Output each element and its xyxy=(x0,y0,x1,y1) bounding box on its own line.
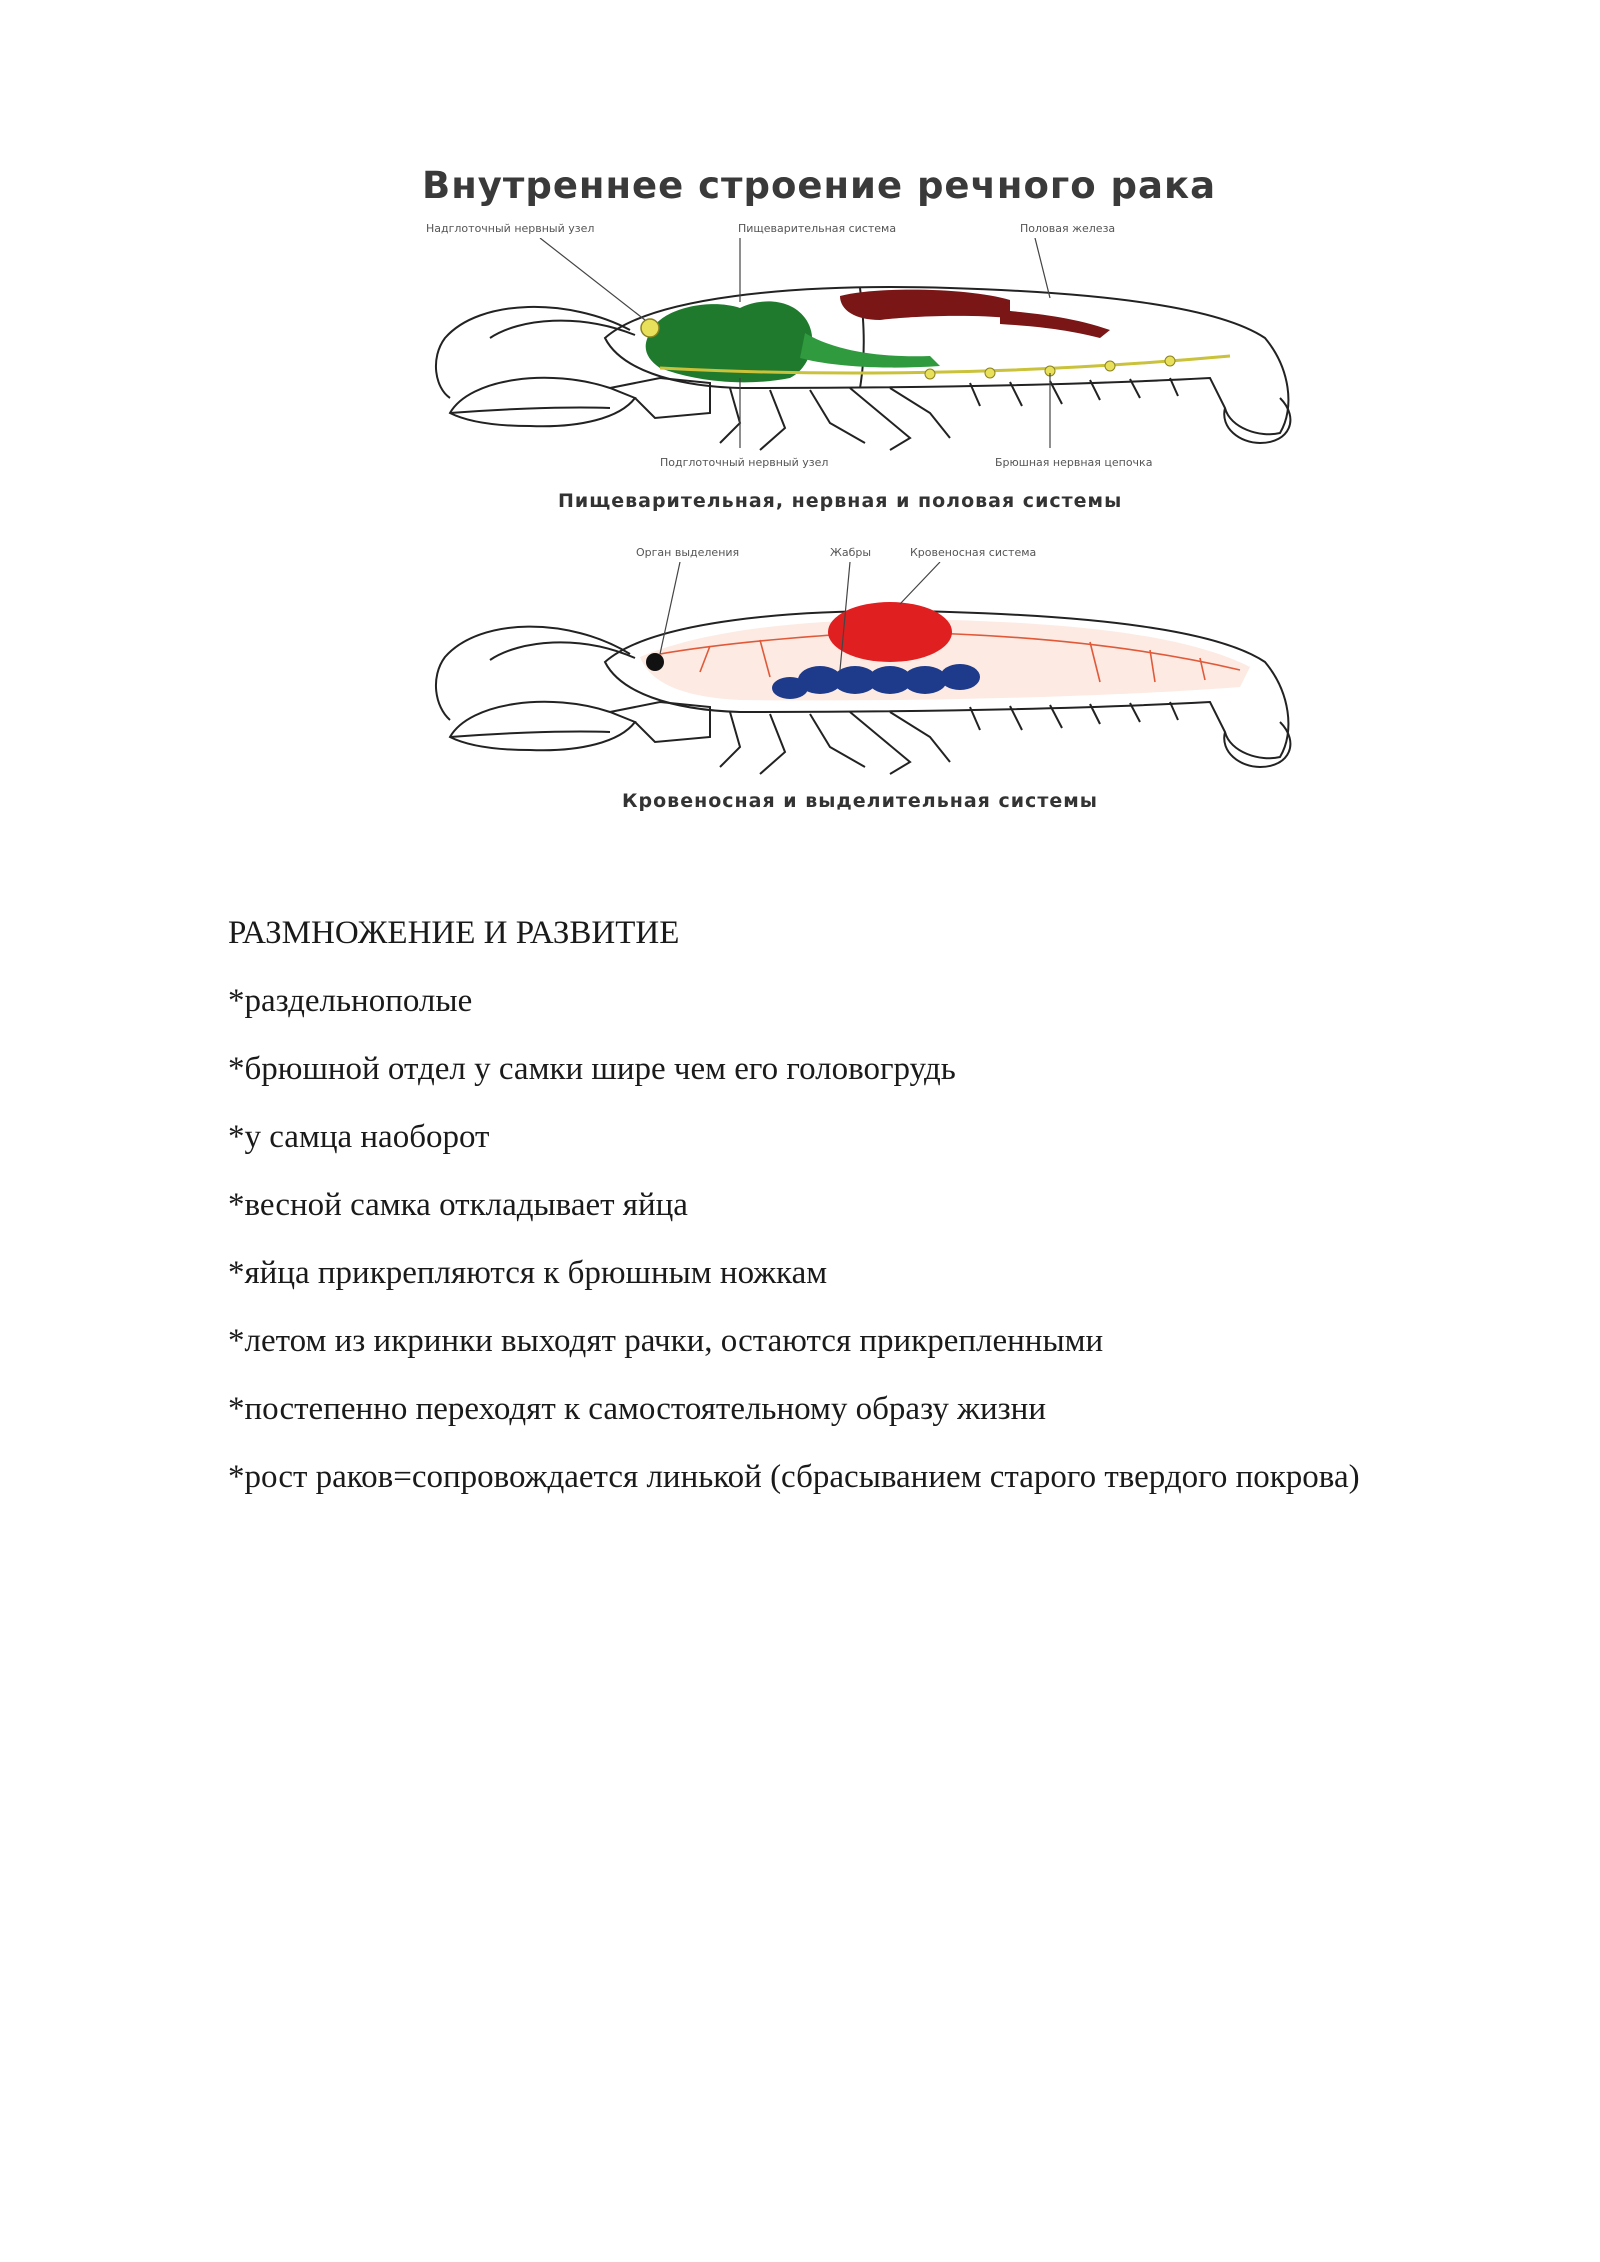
label-excretory-organ: Орган выделения xyxy=(636,546,740,559)
label-circulatory-system: Кровеносная система xyxy=(910,546,1037,559)
caption-digestive-nervous-reproductive: Пищеварительная, нервная и половая системы xyxy=(558,490,1123,512)
text-line-5: *яйца прикрепляются к брюшным ножкам xyxy=(228,1255,828,1291)
caption-circulatory-excretory: Кровеносная и выделительная системы xyxy=(622,790,1098,812)
label-ventral-nerve-cord: Брюшная нервная цепочка xyxy=(995,456,1153,469)
section-heading: РАЗМНОЖЕНИЕ И РАЗВИТИЕ xyxy=(228,915,680,951)
reproduction-section xyxy=(228,910,1408,1522)
text-line-2: *брюшной отдел у самки шире чем его головогрудь xyxy=(228,1051,956,1087)
text-line-8: *рост раков=сопровождается линькой (сбрасыванием старого твердого покрова) xyxy=(228,1459,1360,1495)
label-subesophageal-ganglion: Подглоточный нервный узел xyxy=(660,456,829,469)
text-line-3: *у самца наоборот xyxy=(228,1119,490,1155)
label-supraesophageal-ganglion: Надглоточный нервный узел xyxy=(426,222,595,235)
label-gonad: Половая железа xyxy=(1020,222,1116,235)
text-line-1: *раздельнополые xyxy=(228,983,473,1019)
digestive-nervous-reproductive-diagram xyxy=(410,238,1360,453)
figure-title: Внутреннее строение речного рака xyxy=(422,164,1217,207)
circulatory-excretory-diagram xyxy=(410,562,1360,777)
label-digestive-system: Пищеварительная система xyxy=(738,222,897,235)
label-gills: Жабры xyxy=(830,546,872,559)
text-line-6: *летом из икринки выходят рачки, остаются прикрепленными xyxy=(228,1323,1104,1359)
crayfish-figure xyxy=(410,150,1360,830)
text-line-4: *весной самка откладывает яйца xyxy=(228,1187,688,1223)
text-line-7: *постепенно переходят к самостоятельному образу жизни xyxy=(228,1391,1046,1427)
